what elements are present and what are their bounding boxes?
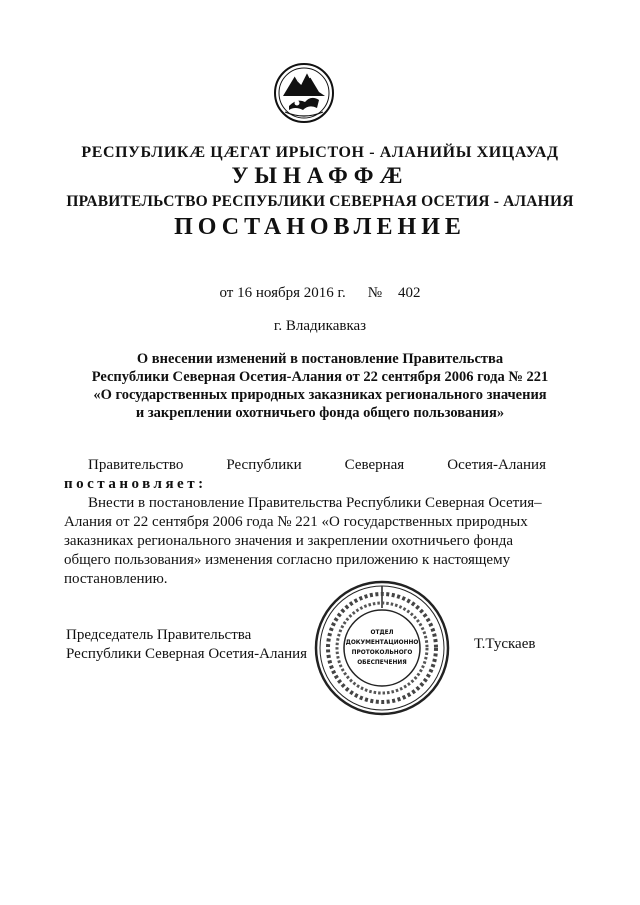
resolution-title — [60, 350, 580, 422]
paragraph-line: Алания от 22 сентября 2006 года № 221 «О государственных природных — [64, 514, 528, 530]
title-line: Республики Северная Осетия-Алания от 22 сентября 2006 года № 221 — [91, 369, 549, 385]
document-body — [64, 456, 546, 589]
position-line: Председатель Правительства — [66, 627, 252, 643]
paragraph-text: Внести в постановление Правительства Республики Северная Осетия– — [88, 495, 542, 511]
preamble-word: Северная — [344, 457, 405, 473]
header-line-unaffae: УЫНАФФӔ — [231, 163, 409, 188]
preamble-word: Правительство — [88, 457, 184, 473]
paragraph-line: заказниках регионального значения и закреплении охотничьего фонда — [64, 533, 514, 549]
header-line-ossetian: РЕСПУБЛИКӔ ЦӔГАТ ИРЫСТОН - АЛАНИЙЫ ХИЦАУАД — [81, 144, 559, 161]
document-type-title: ПОСТАНОВЛЕНИЕ — [174, 214, 466, 240]
header-line-government: ПРАВИТЕЛЬСТВО РЕСПУБЛИКИ СЕВЕРНАЯ ОСЕТИЯ - АЛАНИЯ — [66, 193, 574, 210]
stamp-text: ДОКУМЕНТАЦИОННО — [345, 638, 419, 646]
postanovlyaet-word: постановляет: — [64, 476, 207, 492]
title-line: О внесении изменений в постановление Правительства — [136, 351, 504, 367]
date-number-line — [0, 285, 640, 302]
paragraph-line — [64, 494, 546, 513]
title-line: и закреплении охотничьего фонда общего пользования» — [135, 405, 505, 421]
position-line: Республики Северная Осетия-Алания — [66, 646, 308, 662]
official-stamp-seal — [312, 578, 452, 718]
paragraph-line: постановлению. — [64, 571, 168, 587]
city: г. Владикавказ — [273, 318, 367, 334]
document-date: от 16 ноября 2016 г. — [219, 285, 346, 301]
coat-of-arms-emblem — [273, 62, 335, 124]
preamble-line — [88, 456, 546, 475]
preamble-word: Республики — [226, 457, 302, 473]
preamble-word: Осетия-Алания — [447, 457, 546, 473]
title-line: «О государственных природных заказниках регионального значения — [93, 387, 547, 403]
number-label: № — [367, 285, 383, 301]
stamp-text: ОБЕСПЕЧЕНИЯ — [357, 658, 407, 666]
paragraph-line: общего пользования» изменения согласно приложению к настоящему — [64, 552, 511, 568]
signatory-position — [66, 626, 307, 664]
stamp-text: ОТДЕЛ — [370, 628, 394, 636]
resolution-paragraph — [64, 494, 546, 589]
signatory-name: Т.Тускаев — [474, 636, 536, 652]
document-number: 402 — [398, 285, 421, 301]
stamp-text: ПРОТОКОЛЬНОГО — [351, 648, 413, 656]
